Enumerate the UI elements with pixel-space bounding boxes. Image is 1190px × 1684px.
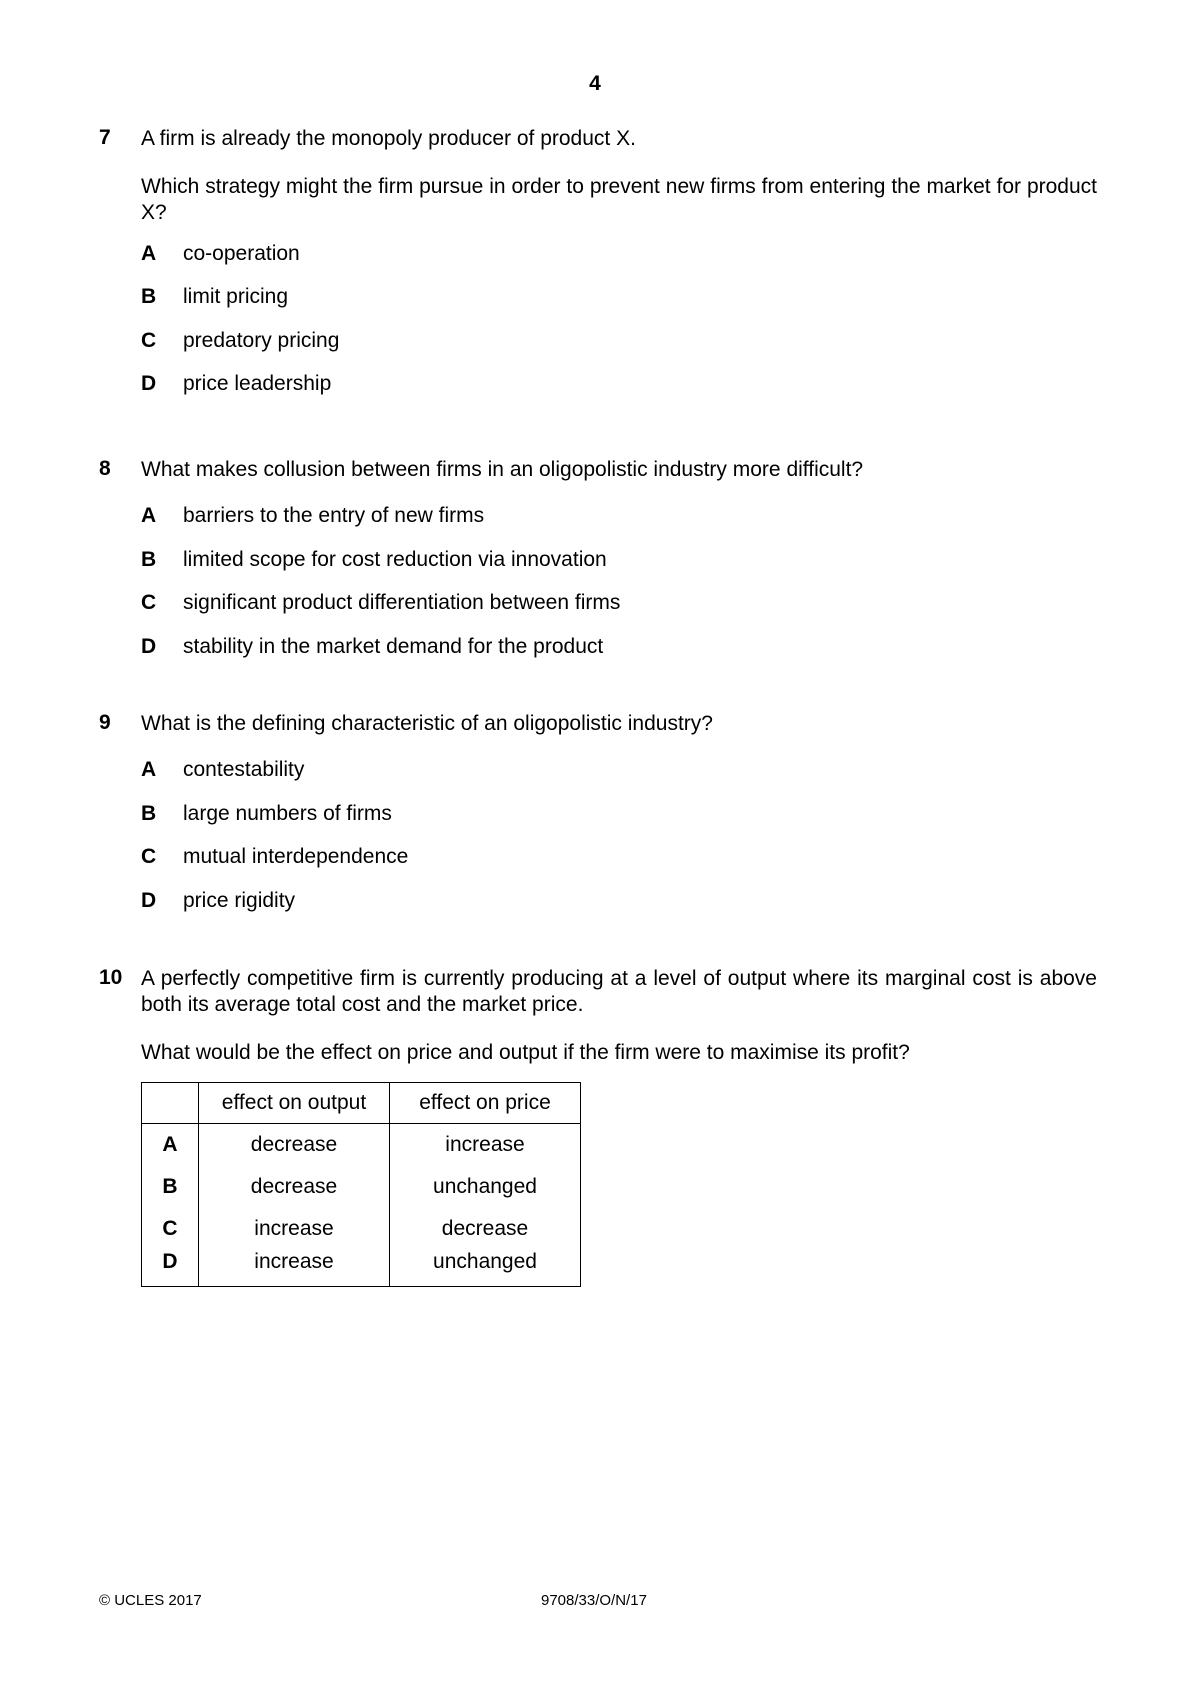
question-8	[99, 457, 1097, 658]
row-letter: A	[142, 1124, 199, 1167]
row-letter: D	[142, 1250, 199, 1287]
table-header-output: effect on output	[199, 1083, 390, 1124]
table-row-a[interactable]	[142, 1124, 581, 1167]
question-number: 10	[99, 966, 123, 989]
table-header-blank	[142, 1083, 199, 1124]
question-stem: What is the defining characteristic of an oligopolistic industry?	[141, 712, 713, 735]
question-stem: What makes collusion between firms in an oligopolistic industry more difficult?	[141, 458, 864, 481]
option-text: contestability	[183, 758, 305, 781]
option-text: predatory pricing	[183, 329, 340, 352]
option-letter: C	[141, 591, 157, 614]
option-letter: D	[141, 372, 157, 395]
option-letter: D	[141, 635, 157, 658]
row-price: unchanged	[390, 1250, 581, 1287]
option-letter: A	[141, 242, 157, 265]
option-text: limit pricing	[183, 285, 289, 308]
row-output: increase	[199, 1250, 390, 1287]
option-text: large numbers of firms	[183, 802, 392, 825]
table-header-row	[142, 1083, 581, 1124]
row-letter: C	[142, 1208, 199, 1250]
option-letter: A	[141, 504, 157, 527]
question-10	[99, 966, 1097, 1066]
page-number: 4	[589, 72, 601, 95]
option-text: significant product differentiation between firms	[183, 591, 621, 614]
row-letter: B	[142, 1166, 199, 1208]
question-prompt: What would be the effect on price and output if the firm were to maximise its profit?	[141, 1041, 910, 1064]
footer-paper-code: 9708/33/O/N/17	[541, 1592, 647, 1609]
question-number: 7	[99, 126, 111, 149]
option-text: barriers to the entry of new firms	[183, 504, 485, 527]
option-letter: A	[141, 758, 157, 781]
option-letter: B	[141, 285, 157, 308]
question-9	[99, 711, 1097, 912]
option-text: price leadership	[183, 372, 332, 395]
option-letter: B	[141, 802, 157, 825]
row-price: decrease	[390, 1208, 581, 1250]
option-letter: C	[141, 329, 157, 352]
question-7	[99, 126, 1097, 395]
option-text: limited scope for cost reduction via innovation	[183, 548, 607, 571]
row-output: decrease	[199, 1124, 390, 1167]
option-letter: D	[141, 889, 157, 912]
option-text: mutual interdependence	[183, 845, 409, 868]
question-stem: A firm is already the monopoly producer of product X.	[141, 127, 636, 150]
option-text: price rigidity	[183, 889, 296, 912]
option-text: co-operation	[183, 242, 300, 265]
table-row-d[interactable]	[142, 1250, 581, 1287]
row-output: increase	[199, 1208, 390, 1250]
option-text: stability in the market demand for the product	[183, 635, 604, 658]
footer-copyright: © UCLES 2017	[99, 1592, 202, 1609]
option-letter: C	[141, 845, 157, 868]
answer-table	[141, 1082, 581, 1287]
question-stem: A perfectly competitive firm is currently producing at a level of output where its marginal cost is above both its average total cost and the market price.	[141, 967, 1097, 1016]
row-price: increase	[390, 1124, 581, 1167]
table-row-b[interactable]	[142, 1166, 581, 1208]
option-letter: B	[141, 548, 157, 571]
question-number: 8	[99, 457, 111, 480]
table-header-price: effect on price	[390, 1083, 581, 1124]
question-prompt: Which strategy might the firm pursue in order to prevent new firms from entering the market for product X?	[141, 175, 1097, 224]
question-number: 9	[99, 711, 111, 734]
row-price: unchanged	[390, 1166, 581, 1208]
table-row-c[interactable]	[142, 1208, 581, 1250]
row-output: decrease	[199, 1166, 390, 1208]
